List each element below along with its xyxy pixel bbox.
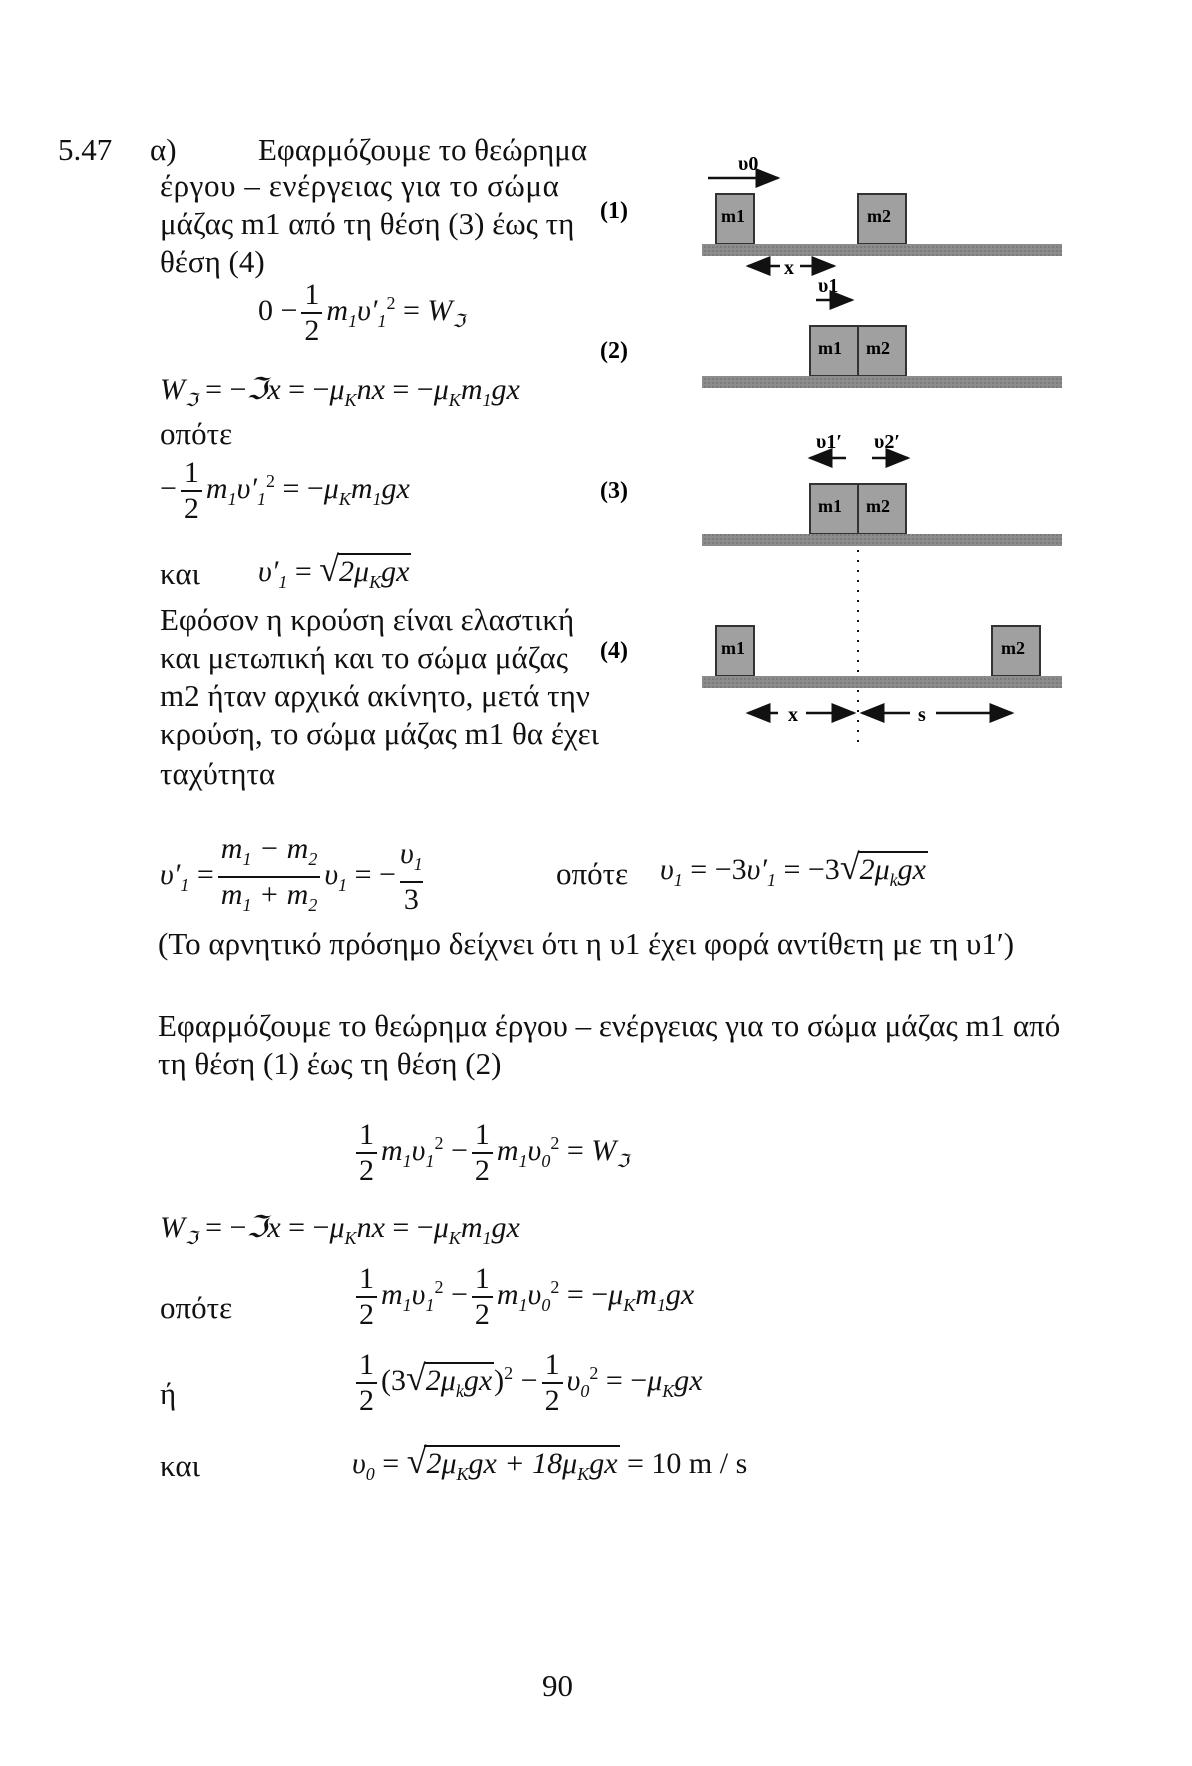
word-i: ή bbox=[160, 1376, 177, 1411]
intro-line-3: μάζας m1 από τη θέση (3) έως τη bbox=[160, 206, 575, 241]
equation-work-energy-1: 0 − $\frac{1}{2}$ $m_1\upsilon'_1^2 = W_ℑ$ bbox=[258, 278, 465, 347]
word-kai-2: και bbox=[160, 1448, 200, 1483]
block-m2-pos3-label: m2 bbox=[866, 496, 890, 516]
equation-v1: $\upsilon_1 = -3\upsilon'_1 = -3√2\mu_kgx$ bbox=[660, 847, 926, 890]
ground-pos2 bbox=[702, 376, 1062, 388]
note-negative-sign: (Το αρνητικό πρόσημο δείχνει ότι η υ1 έχει φορά αντίθετη με τη υ1′) bbox=[158, 926, 1015, 961]
equation-work-energy-4: $\frac{1}{2}$ $m_1\upsilon_1^2$ − $\frac{1}{2}$ $m_1\upsilon_0^2 = -\mu_Km_1gx$ bbox=[352, 1262, 694, 1332]
word-opote-1: οπότε bbox=[160, 416, 233, 451]
problem-number: 5.47 bbox=[58, 132, 113, 167]
ground-pos3 bbox=[702, 534, 1062, 546]
equation-final-v0: $\upsilon_0 = √2\mu_Kgx + 18\mu_Kgx = 10$ m / s bbox=[352, 1441, 748, 1484]
intro-line-4: θέση (4) bbox=[160, 244, 265, 279]
equation-substitution: $\frac{1}{2}$ $(3√2\mu_kgx)^2$ − $\frac{1}{2}$ $\upsilon_0^2 = -\mu_Kgx$ bbox=[352, 1348, 703, 1418]
equation-v1-prime: $\upsilon'_1 = √2\mu_Kgx$ bbox=[258, 549, 410, 592]
block-m1-pos1-label: m1 bbox=[721, 206, 745, 226]
second-line-1: Εφαρμόζουμε το θεώρημα έργου – ενέργειας για το σώμα μάζας m1 από bbox=[158, 1008, 1061, 1043]
middle-line-1: Εφόσον η κρούση είναι ελαστική bbox=[160, 602, 575, 637]
equation-friction-work-2: $W_ℑ$ = −ℑx = $-\mu_Knx = -\mu_Km_1gx$ bbox=[160, 1211, 520, 1248]
position-label-1: (1) bbox=[600, 198, 628, 224]
ground-pos1 bbox=[702, 244, 1062, 256]
page-number: 90 bbox=[542, 1668, 573, 1703]
block-m1-pos3-label: m1 bbox=[818, 496, 842, 516]
label-v1-prime: υ1′ bbox=[816, 431, 843, 453]
equation-work-energy-2: − $\frac{1}{2}$ $m_1\upsilon'_1^2 = -\mu_Km_1gx$ bbox=[160, 456, 410, 525]
label-x-pos1: x bbox=[784, 257, 794, 279]
middle-line-2: και μετωπική και το σώμα μάζας bbox=[160, 640, 568, 675]
block-m1-pos4-label: m1 bbox=[721, 638, 745, 658]
block-m2-pos2-label: m2 bbox=[866, 338, 890, 358]
second-line-2: τη θέση (1) έως τη θέση (2) bbox=[158, 1046, 502, 1081]
word-kai-1: και bbox=[160, 556, 200, 591]
middle-line-5: ταχύτητα bbox=[160, 756, 276, 791]
word-opote-2: οπότε bbox=[556, 856, 629, 891]
intro-line-1: Εφαρμόζουμε το θεώρημα bbox=[258, 132, 588, 167]
equation-work-energy-3: $\frac{1}{2}$ $m_1\upsilon_1^2$ − $\frac{1}{2}$ $m_1\upsilon_0^2 = W_ℑ$ bbox=[352, 1118, 629, 1188]
block-m2-pos4-label: m2 bbox=[1001, 638, 1025, 658]
block-m2-pos1-label: m2 bbox=[867, 206, 891, 226]
label-v0: υ0 bbox=[738, 153, 759, 175]
position-label-3: (3) bbox=[600, 478, 628, 504]
middle-line-4: κρούση, το σώμα μάζας m1 θα έχει bbox=[160, 716, 599, 751]
ground-pos4 bbox=[702, 676, 1062, 688]
word-opote-3: οπότε bbox=[160, 1290, 233, 1325]
middle-line-3: m2 ήταν αρχικά ακίνητο, μετά την bbox=[160, 678, 590, 713]
collision-diagram bbox=[600, 150, 1060, 760]
label-x-pos4: x bbox=[788, 704, 798, 726]
position-label-2: (2) bbox=[600, 338, 628, 364]
equation-elastic-collision: $\upsilon'_1$ = $\frac{m_1 - m_2}{m_1 + m_2}$ $\upsilon_1$ = − $\frac{\upsilon_1}{3}$ bbox=[160, 832, 427, 922]
position-label-4: (4) bbox=[600, 638, 628, 664]
equation-friction-work-1: $W_ℑ$ = −ℑx = $-\mu_Knx = -\mu_Km_1gx$ bbox=[160, 373, 520, 410]
final-result: = 10 m / s bbox=[627, 1447, 748, 1480]
label-s: s bbox=[918, 704, 926, 726]
label-v1: υ1 bbox=[818, 275, 839, 297]
intro-line-2: έργου – ενέργειας για το σώμα bbox=[160, 168, 560, 203]
problem-part: α) bbox=[150, 132, 177, 167]
block-m1-pos2-label: m1 bbox=[818, 338, 842, 358]
label-v2-prime: υ2′ bbox=[874, 431, 901, 453]
